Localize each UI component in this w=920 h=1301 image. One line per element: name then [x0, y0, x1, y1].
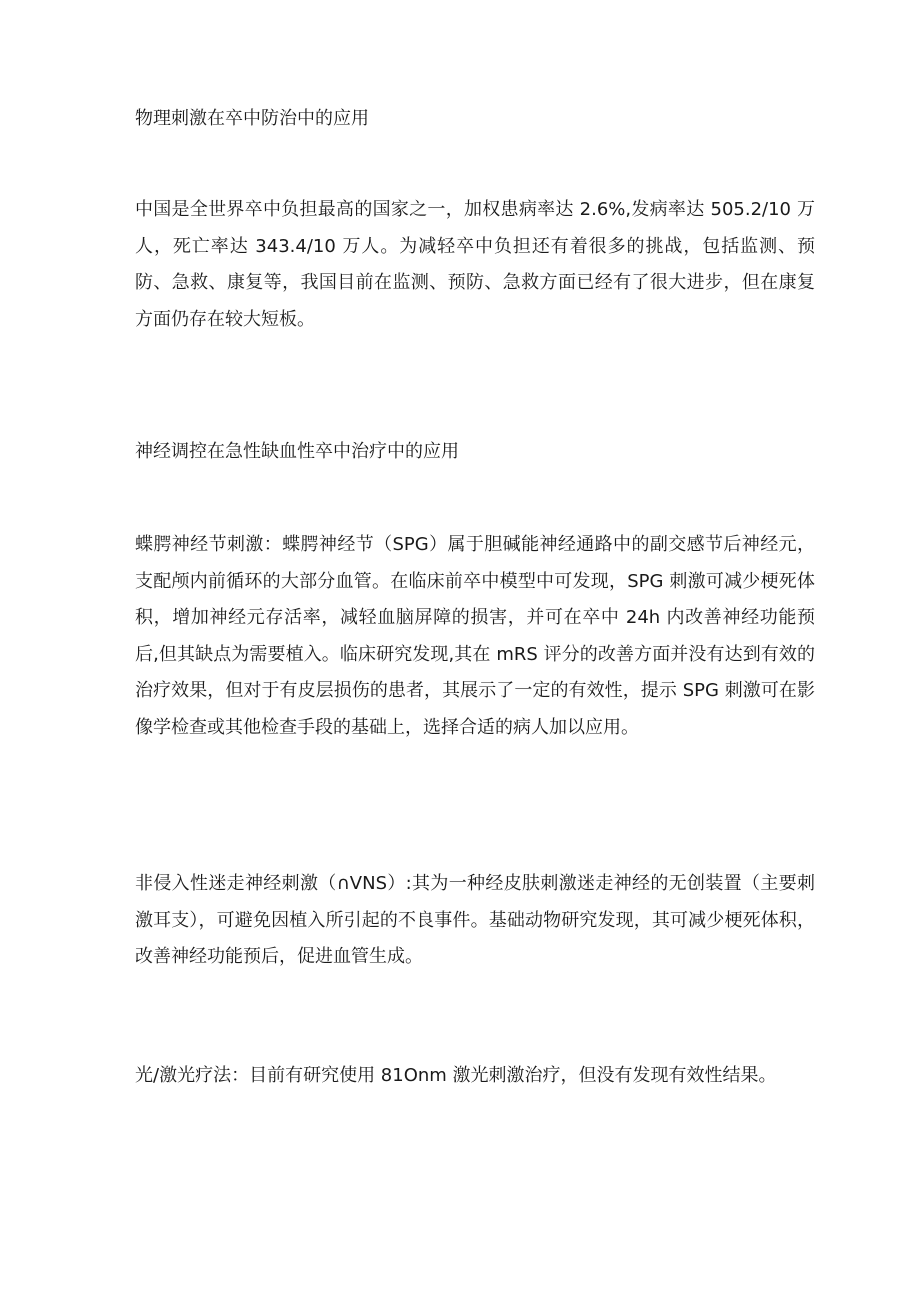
section-heading-physical-stimulation: 物理刺激在卒中防治中的应用	[135, 108, 369, 129]
paragraph-laser-therapy: 光/激光疗法：目前有研究使用 81Onm 激光刺激治疗，但没有发现有效性结果。	[135, 1065, 777, 1086]
paragraph-nvns: 非侵入性迷走神经刺激（∩VNS）:其为一种经皮肤刺激迷走神经的无创装置（主要刺激耳支），可避免因植入所引起的不良事件。基础动物研究发现，其可减少梗死体积，改善神经功能预后，促进血管生成。	[135, 873, 815, 967]
paragraph-stroke-burden: 中国是全世界卒中负担最高的国家之一，加权患病率达 2.6%,发病率达 505.2/10 万人，死亡率达 343.4/10 万人。为减轻卒中负担还有着很多的挑战，包括监测、预防、急救、康复等，我国目前在监测、预防、急救方面已经有了很大进步，但在康复方面仍存在较大短板。	[135, 199, 815, 330]
paragraph-spg-stimulation: 蝶腭神经节刺激：蝶腭神经节（SPG）属于胆碱能神经通路中的副交感节后神经元，支配颅内前循环的大部分血管。在临床前卒中模型中可发现，SPG 刺激可减少梗死体积，增加神经元存活率，减轻血脑屏障的损害，并可在卒中 24h 内改善神经功能预后,但其缺点为需要植入。临床研究发现,其在 mRS 评分的改善方面并没有达到有效的治疗效果，但对于有皮层损伤的患者，其展示了一定的有效性，提示 SPG 刺激可在影像学检查或其他检查手段的基础上，选择合适的病人加以应用。	[135, 534, 815, 738]
section-heading-neuromodulation: 神经调控在急性缺血性卒中治疗中的应用	[135, 441, 459, 462]
